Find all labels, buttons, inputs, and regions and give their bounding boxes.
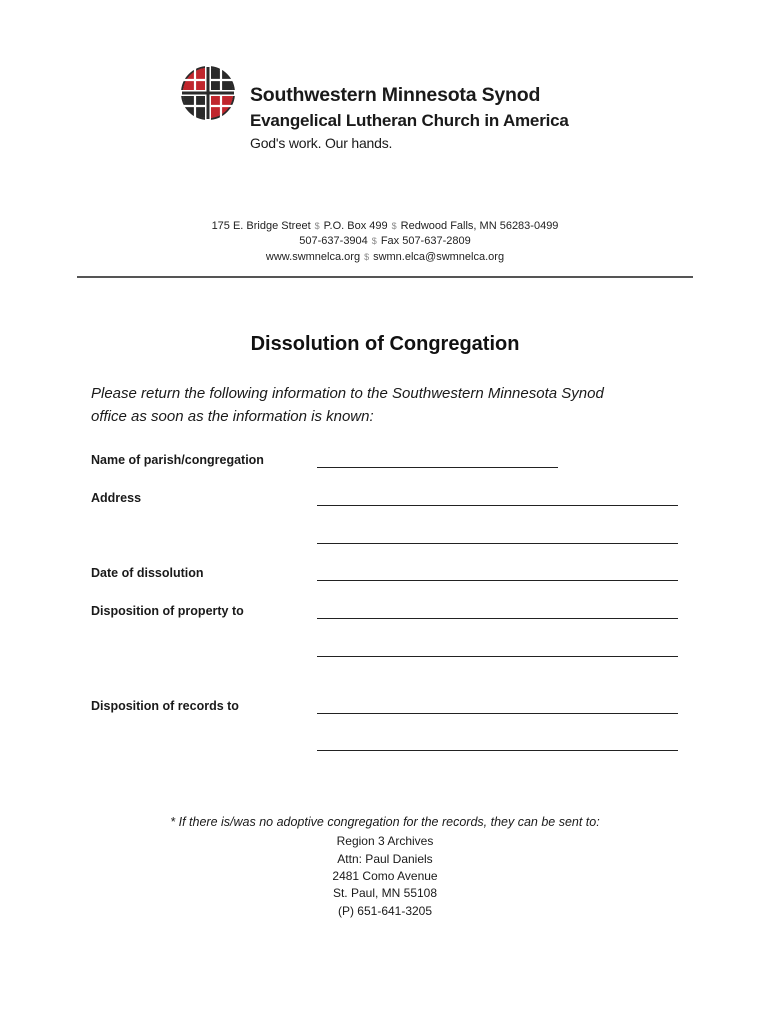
separator-icon: $ bbox=[371, 236, 377, 246]
separator-icon: $ bbox=[364, 252, 370, 262]
property-label: Disposition of property to bbox=[91, 604, 244, 618]
elca-cross-logo-icon bbox=[181, 66, 235, 120]
city-text: Redwood Falls, MN 56283-0499 bbox=[400, 220, 559, 232]
date-input-line[interactable] bbox=[317, 580, 678, 581]
separator-icon: $ bbox=[391, 221, 397, 231]
address-line bbox=[0, 220, 770, 232]
archive-line-5: (P) 651-641-3205 bbox=[337, 904, 433, 918]
property-input-line-2[interactable] bbox=[317, 656, 678, 657]
intro-line-1: Please return the following information to the Southwestern Minnesota Synod bbox=[91, 385, 604, 402]
church-name: Evangelical Lutheran Church in America bbox=[250, 111, 569, 130]
archive-line-1: Region 3 Archives bbox=[336, 834, 434, 848]
email-link[interactable]: swmn.elca@swmnelca.org bbox=[373, 251, 505, 263]
phone-text: 507-637-3904 bbox=[299, 235, 368, 247]
records-input-line-1[interactable] bbox=[317, 713, 678, 714]
po-box-text: P.O. Box 499 bbox=[323, 220, 388, 232]
website-link[interactable]: www.swmnelca.org bbox=[265, 251, 361, 263]
intro-text bbox=[91, 382, 691, 428]
header-divider bbox=[77, 276, 693, 278]
page-title: Dissolution of Congregation bbox=[250, 333, 520, 355]
fax-text: Fax 507-637-2809 bbox=[380, 235, 471, 247]
date-label: Date of dissolution bbox=[91, 566, 204, 580]
records-note: * If there is/was no adoptive congregation for the records, they can be sent to: bbox=[170, 815, 600, 829]
address-input-line-2[interactable] bbox=[317, 543, 678, 544]
separator-icon: $ bbox=[314, 221, 320, 231]
archive-line-2: Attn: Paul Daniels bbox=[337, 852, 433, 866]
address-input-line-1[interactable] bbox=[317, 505, 678, 506]
name-input-line[interactable] bbox=[317, 467, 558, 468]
records-label: Disposition of records to bbox=[91, 699, 239, 713]
archive-line-4: St. Paul, MN 55108 bbox=[332, 886, 438, 900]
archive-line-3: 2481 Como Avenue bbox=[332, 869, 438, 883]
property-input-line-1[interactable] bbox=[317, 618, 678, 619]
address-label: Address bbox=[91, 491, 142, 505]
name-label: Name of parish/congregation bbox=[91, 453, 264, 467]
org-name: Southwestern Minnesota Synod bbox=[250, 84, 541, 106]
tagline: God's work. Our hands. bbox=[250, 135, 393, 151]
phone-line bbox=[0, 235, 770, 247]
web-line bbox=[0, 251, 770, 263]
intro-line-2: office as soon as the information is known: bbox=[91, 408, 374, 425]
street-text: 175 E. Bridge Street bbox=[211, 220, 311, 232]
records-input-line-2[interactable] bbox=[317, 750, 678, 751]
